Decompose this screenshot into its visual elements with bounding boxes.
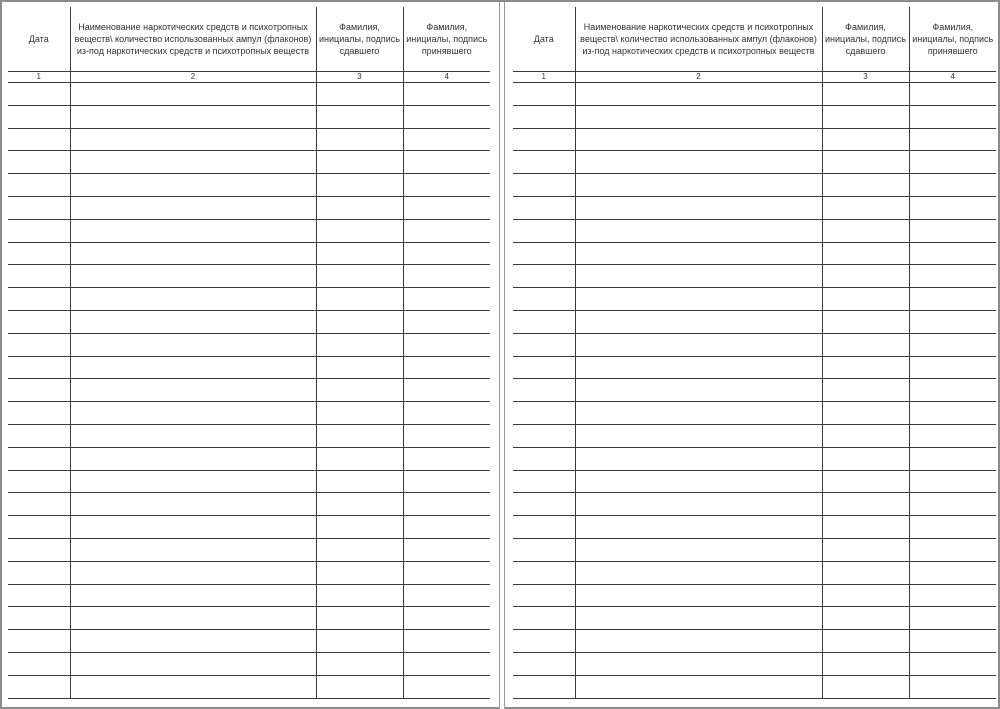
empty-cell [822, 516, 909, 539]
empty-cell [316, 630, 403, 653]
empty-cell [70, 675, 316, 698]
empty-cell [575, 151, 822, 174]
empty-cell [513, 675, 575, 698]
table-row [513, 424, 996, 447]
table-row [8, 288, 490, 311]
empty-cell [822, 652, 909, 675]
empty-cell [316, 356, 403, 379]
empty-cell [575, 493, 822, 516]
empty-cell [575, 196, 822, 219]
empty-cell [8, 470, 70, 493]
empty-cell [8, 538, 70, 561]
empty-cell [575, 83, 822, 106]
table-row [8, 447, 490, 470]
empty-cell [316, 675, 403, 698]
empty-cell [70, 219, 316, 242]
empty-cell [513, 561, 575, 584]
empty-cell [822, 288, 909, 311]
table-row [8, 219, 490, 242]
empty-cell [70, 493, 316, 516]
empty-cell [403, 675, 490, 698]
empty-cell [316, 310, 403, 333]
empty-cell [513, 424, 575, 447]
substance-column-header: Наименование наркотических средств и психотропных веществ\ количество использованных ампул (флаконов) из-под наркотических средств и психотропных веществ [70, 7, 316, 72]
empty-cell [909, 288, 996, 311]
empty-cell [909, 652, 996, 675]
column-number: 2 [70, 72, 316, 83]
handed-over-column-header: Фамилия, инициалы, подпись сдавшего [316, 7, 403, 72]
empty-cell [316, 470, 403, 493]
empty-cell [513, 288, 575, 311]
empty-cell [8, 174, 70, 197]
empty-cell [70, 242, 316, 265]
empty-cell [909, 447, 996, 470]
empty-cell [513, 607, 575, 630]
empty-cell [70, 424, 316, 447]
table-row [8, 310, 490, 333]
empty-cell [513, 105, 575, 128]
empty-cell [403, 447, 490, 470]
empty-cell [513, 652, 575, 675]
table-row [8, 83, 490, 106]
empty-cell [316, 538, 403, 561]
empty-cell [575, 128, 822, 151]
table-row [8, 538, 490, 561]
empty-cell [8, 288, 70, 311]
empty-cell [403, 584, 490, 607]
table-row [513, 538, 996, 561]
table-row [8, 174, 490, 197]
empty-cell [8, 333, 70, 356]
empty-cell [822, 424, 909, 447]
empty-cell [8, 83, 70, 106]
table-row [8, 128, 490, 151]
table-row [513, 265, 996, 288]
empty-cell [575, 652, 822, 675]
empty-cell [403, 652, 490, 675]
empty-cell [403, 310, 490, 333]
empty-cell [8, 516, 70, 539]
header-row [513, 7, 996, 72]
empty-cell [513, 242, 575, 265]
table-row [513, 493, 996, 516]
empty-cell [403, 516, 490, 539]
empty-cell [70, 174, 316, 197]
table-row [513, 333, 996, 356]
empty-cell [575, 174, 822, 197]
received-column-header: Фамилия, инициалы, подпись принявшего [909, 7, 996, 72]
empty-cell [909, 516, 996, 539]
table-row [8, 105, 490, 128]
table-row [8, 607, 490, 630]
table-row [513, 128, 996, 151]
empty-cell [822, 493, 909, 516]
table-row [513, 675, 996, 698]
empty-cell [70, 83, 316, 106]
empty-cell [8, 310, 70, 333]
column-number: 3 [316, 72, 403, 83]
empty-cell [403, 356, 490, 379]
empty-cell [8, 242, 70, 265]
journal-table-left [8, 7, 490, 699]
empty-cell [316, 561, 403, 584]
empty-cell [403, 83, 490, 106]
table-row [513, 151, 996, 174]
empty-cell [70, 196, 316, 219]
empty-cell [513, 219, 575, 242]
empty-cell [513, 447, 575, 470]
empty-cell [8, 447, 70, 470]
empty-cell [822, 561, 909, 584]
empty-cell [822, 174, 909, 197]
empty-cell [8, 265, 70, 288]
empty-cell [822, 356, 909, 379]
empty-cell [909, 675, 996, 698]
empty-cell [316, 219, 403, 242]
table-row [8, 561, 490, 584]
empty-cell [403, 219, 490, 242]
journal-table-right [513, 7, 996, 699]
empty-cell [513, 470, 575, 493]
empty-cell [513, 493, 575, 516]
empty-cell [403, 265, 490, 288]
empty-cell [403, 174, 490, 197]
empty-cell [909, 333, 996, 356]
empty-cell [316, 242, 403, 265]
empty-cell [822, 151, 909, 174]
empty-cell [316, 447, 403, 470]
empty-cell [575, 538, 822, 561]
empty-cell [8, 402, 70, 425]
table-row [513, 83, 996, 106]
empty-cell [909, 83, 996, 106]
empty-cell [316, 652, 403, 675]
received-column-header: Фамилия, инициалы, подпись принявшего [403, 7, 490, 72]
empty-cell [403, 402, 490, 425]
empty-cell [70, 561, 316, 584]
empty-cell [8, 128, 70, 151]
empty-cell [316, 265, 403, 288]
empty-cell [513, 333, 575, 356]
table-row [8, 470, 490, 493]
empty-cell [70, 333, 316, 356]
table-row [8, 424, 490, 447]
empty-cell [316, 288, 403, 311]
empty-cell [822, 630, 909, 653]
empty-cell [513, 516, 575, 539]
empty-cell [822, 675, 909, 698]
empty-cell [575, 447, 822, 470]
header-row [8, 7, 490, 72]
column-number-row [8, 72, 490, 83]
empty-cell [513, 356, 575, 379]
empty-cell [70, 128, 316, 151]
empty-cell [822, 242, 909, 265]
empty-cell [513, 538, 575, 561]
empty-cell [575, 607, 822, 630]
empty-cell [575, 470, 822, 493]
empty-cell [403, 493, 490, 516]
table-row [513, 630, 996, 653]
empty-cell [575, 356, 822, 379]
empty-cell [909, 219, 996, 242]
empty-cell [403, 242, 490, 265]
empty-cell [575, 219, 822, 242]
table-row [8, 151, 490, 174]
empty-cell [70, 630, 316, 653]
empty-cell [403, 151, 490, 174]
empty-cell [822, 196, 909, 219]
empty-cell [403, 424, 490, 447]
empty-cell [70, 265, 316, 288]
empty-cell [70, 607, 316, 630]
empty-cell [575, 288, 822, 311]
table-row [8, 333, 490, 356]
left-page [8, 7, 490, 707]
empty-cell [8, 607, 70, 630]
empty-cell [513, 151, 575, 174]
empty-cell [70, 470, 316, 493]
empty-cell [822, 333, 909, 356]
empty-cell [403, 333, 490, 356]
empty-cell [822, 83, 909, 106]
table-row [513, 607, 996, 630]
empty-cell [316, 333, 403, 356]
empty-cell [575, 630, 822, 653]
empty-cell [909, 493, 996, 516]
empty-cell [822, 538, 909, 561]
empty-cell [909, 538, 996, 561]
substance-column-header: Наименование наркотических средств и психотропных веществ\ количество использованных ампул (флаконов) из-под наркотических средств и психотропных веществ [575, 7, 822, 72]
empty-cell [909, 356, 996, 379]
empty-cell [316, 584, 403, 607]
empty-cell [316, 516, 403, 539]
empty-cell [70, 516, 316, 539]
date-column-header: Дата [8, 7, 70, 72]
empty-cell [8, 219, 70, 242]
empty-cell [403, 196, 490, 219]
table-row [513, 584, 996, 607]
table-row [513, 379, 996, 402]
empty-cell [8, 675, 70, 698]
empty-cell [909, 174, 996, 197]
empty-cell [575, 333, 822, 356]
empty-cell [513, 174, 575, 197]
empty-cell [909, 607, 996, 630]
empty-cell [513, 196, 575, 219]
empty-cell [316, 105, 403, 128]
empty-cell [403, 128, 490, 151]
table-body [8, 83, 490, 699]
empty-cell [70, 447, 316, 470]
column-number-row [513, 72, 996, 83]
table-row [8, 265, 490, 288]
empty-cell [403, 607, 490, 630]
page-fold [499, 2, 505, 709]
empty-cell [316, 128, 403, 151]
empty-cell [316, 174, 403, 197]
empty-cell [513, 83, 575, 106]
empty-cell [575, 310, 822, 333]
empty-cell [70, 288, 316, 311]
column-number: 3 [822, 72, 909, 83]
empty-cell [513, 584, 575, 607]
empty-cell [8, 584, 70, 607]
empty-cell [8, 379, 70, 402]
empty-cell [8, 493, 70, 516]
handed-over-column-header: Фамилия, инициалы, подпись сдавшего [822, 7, 909, 72]
table-row [513, 219, 996, 242]
empty-cell [8, 196, 70, 219]
empty-cell [316, 424, 403, 447]
table-row [513, 402, 996, 425]
table-row [513, 174, 996, 197]
empty-cell [70, 310, 316, 333]
empty-cell [575, 105, 822, 128]
empty-cell [513, 310, 575, 333]
empty-cell [513, 128, 575, 151]
empty-cell [403, 561, 490, 584]
empty-cell [70, 379, 316, 402]
empty-cell [822, 379, 909, 402]
empty-cell [8, 424, 70, 447]
empty-cell [909, 242, 996, 265]
empty-cell [403, 105, 490, 128]
empty-cell [316, 379, 403, 402]
empty-cell [909, 151, 996, 174]
empty-cell [909, 128, 996, 151]
table-row [513, 105, 996, 128]
table-row [513, 561, 996, 584]
table-row [8, 196, 490, 219]
column-number: 4 [403, 72, 490, 83]
empty-cell [822, 310, 909, 333]
date-column-header: Дата [513, 7, 575, 72]
empty-cell [8, 105, 70, 128]
table-row [8, 356, 490, 379]
column-number: 1 [8, 72, 70, 83]
empty-cell [909, 265, 996, 288]
empty-cell [403, 288, 490, 311]
empty-cell [403, 538, 490, 561]
empty-cell [8, 561, 70, 584]
table-row [513, 196, 996, 219]
table-row [513, 516, 996, 539]
empty-cell [822, 105, 909, 128]
empty-cell [513, 630, 575, 653]
table-row [8, 630, 490, 653]
empty-cell [316, 493, 403, 516]
empty-cell [70, 402, 316, 425]
empty-cell [513, 402, 575, 425]
empty-cell [8, 652, 70, 675]
empty-cell [70, 151, 316, 174]
table-row [8, 516, 490, 539]
empty-cell [575, 584, 822, 607]
empty-cell [822, 447, 909, 470]
table-body [513, 83, 996, 699]
empty-cell [513, 265, 575, 288]
empty-cell [909, 196, 996, 219]
column-number: 4 [909, 72, 996, 83]
table-row [513, 470, 996, 493]
empty-cell [575, 379, 822, 402]
empty-cell [316, 402, 403, 425]
table-row [8, 242, 490, 265]
empty-cell [70, 105, 316, 128]
table-row [513, 652, 996, 675]
table-row [8, 402, 490, 425]
empty-cell [909, 470, 996, 493]
table-row [8, 379, 490, 402]
table-row [8, 584, 490, 607]
empty-cell [316, 607, 403, 630]
table-row [513, 288, 996, 311]
table-row [513, 242, 996, 265]
empty-cell [403, 470, 490, 493]
empty-cell [822, 402, 909, 425]
table-row [513, 356, 996, 379]
empty-cell [70, 584, 316, 607]
table-row [8, 493, 490, 516]
empty-cell [8, 356, 70, 379]
empty-cell [575, 242, 822, 265]
empty-cell [70, 538, 316, 561]
empty-cell [70, 652, 316, 675]
empty-cell [909, 630, 996, 653]
empty-cell [909, 379, 996, 402]
empty-cell [822, 219, 909, 242]
empty-cell [909, 105, 996, 128]
empty-cell [403, 630, 490, 653]
empty-cell [575, 675, 822, 698]
empty-cell [316, 83, 403, 106]
empty-cell [513, 379, 575, 402]
empty-cell [8, 151, 70, 174]
table-row [513, 447, 996, 470]
table-row [513, 310, 996, 333]
empty-cell [822, 128, 909, 151]
empty-cell [909, 402, 996, 425]
empty-cell [909, 310, 996, 333]
empty-cell [316, 151, 403, 174]
empty-cell [575, 265, 822, 288]
empty-cell [909, 424, 996, 447]
table-row [8, 675, 490, 698]
empty-cell [909, 561, 996, 584]
table-row [8, 652, 490, 675]
empty-cell [8, 630, 70, 653]
empty-cell [822, 607, 909, 630]
empty-cell [822, 265, 909, 288]
empty-cell [316, 196, 403, 219]
column-number: 1 [513, 72, 575, 83]
empty-cell [575, 516, 822, 539]
empty-cell [822, 470, 909, 493]
column-number: 2 [575, 72, 822, 83]
right-page [513, 7, 996, 707]
empty-cell [575, 402, 822, 425]
empty-cell [909, 584, 996, 607]
empty-cell [70, 356, 316, 379]
empty-cell [575, 424, 822, 447]
empty-cell [403, 379, 490, 402]
empty-cell [575, 561, 822, 584]
empty-cell [822, 584, 909, 607]
